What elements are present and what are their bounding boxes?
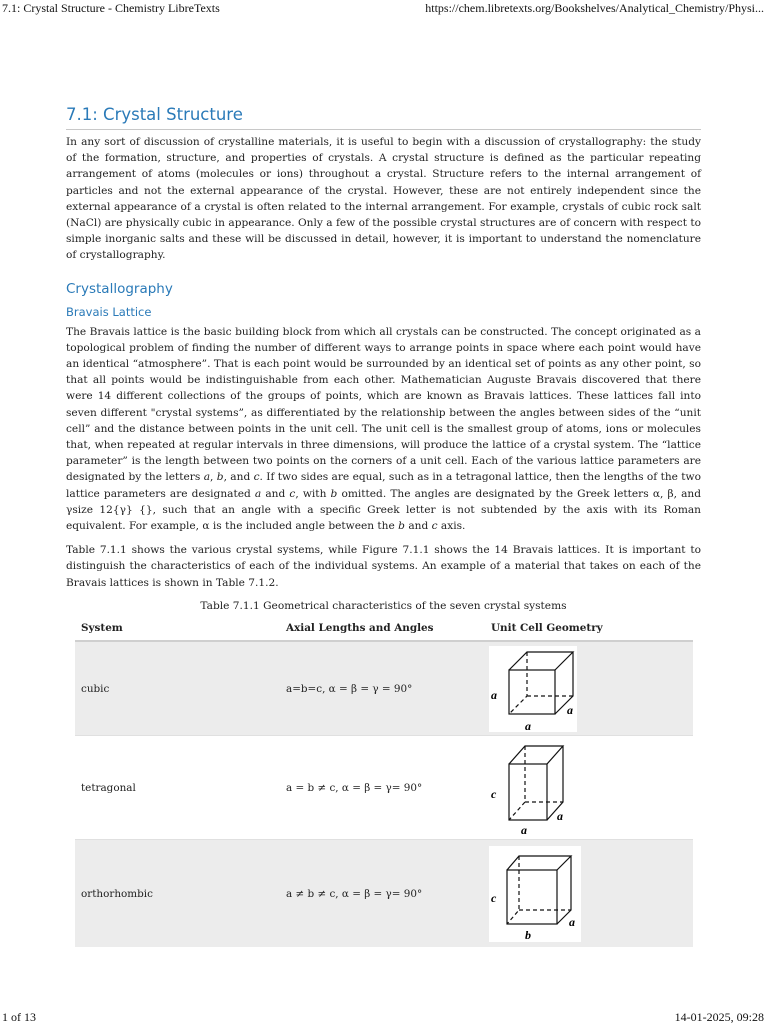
cell-axial: a ≠ b ≠ c, α = β = γ= 90° bbox=[280, 840, 485, 947]
crystal-systems-table bbox=[75, 615, 693, 947]
table-row bbox=[75, 840, 693, 947]
table-reference-paragraph: Table 7.1.1 shows the various crystal systems, while Figure 7.1.1 shows the 14 Bravais lattices. It is important to distinguish the characteristics of each of the individual systems. An example of a material that takes on each of the Bravais lattices is shown in Table 7.1.2. bbox=[66, 544, 701, 589]
bravais-paragraph bbox=[66, 324, 701, 535]
table-row bbox=[75, 736, 693, 840]
geometry-label: c bbox=[491, 786, 497, 801]
section-heading-crystallography: Crystallography bbox=[66, 280, 173, 297]
letter-b-3: b bbox=[398, 520, 405, 533]
bravais-text-4: omitted. The angles are designated by the Greek letters α, β, and γsize 12{γ} {}, such that an angle with a specific Greek letter is not subtended by the axis with its Roman equivalent. For example, α is the included angle between the bbox=[66, 487, 702, 533]
geometry-label: c bbox=[491, 890, 497, 905]
table-row bbox=[75, 641, 693, 736]
header-system: System bbox=[75, 615, 280, 641]
sep-comma: , bbox=[210, 471, 217, 484]
letter-b: b bbox=[216, 471, 224, 484]
cell-axial: a=b=c, α = β = γ = 90° bbox=[280, 641, 485, 736]
article-content bbox=[66, 104, 701, 947]
cell-geometry bbox=[485, 840, 693, 947]
cell-geometry bbox=[485, 641, 693, 736]
geometry-label: a bbox=[521, 822, 527, 836]
cell-system: orthorhombic bbox=[75, 840, 280, 947]
tetragonal-unit-cell-image bbox=[489, 740, 571, 836]
page-count: 1 of 13 bbox=[2, 1010, 36, 1024]
browser-page-title: 7.1: Crystal Structure - Chemistry LibreTexts bbox=[2, 1, 220, 15]
letter-a: a bbox=[203, 471, 211, 484]
geometry-label: b bbox=[525, 927, 531, 942]
geometry-label: a bbox=[569, 914, 575, 929]
mid-and-2: and bbox=[404, 520, 432, 533]
geometry-label: a bbox=[557, 808, 563, 823]
letter-c-3: c bbox=[431, 520, 438, 533]
letter-c: c bbox=[253, 471, 260, 484]
geometry-label: a bbox=[491, 687, 497, 702]
sep-and: , and bbox=[223, 471, 254, 484]
bravais-text-1: The Bravais lattice is the basic building block from which all crystals can be constructed. The concept originated as a topological problem of finding the number of different ways to arrange points in space where each point would have an identical “atmosphere”. That is each point would be surrounded by an identical set of points as any other point, so that all points would be indistinguishable from each other. Mathematician Auguste Bravais discovered that there were 14 different collections of the groups of points, which are known as Bravais lattices. These lattices fall into seven different "crystal systems”, as differentiated by the relationship between the angles between sides of the “unit cell” and the distance between points in the unit cell. The unit cell is the smallest group of atoms, ions or molecules that, when repeated at regular intervals in three dimensions, will produce the lattice of a crystal system. The “lattice parameter” is the length between two points on the corners of a unit cell. Each of the various lattice parameters are designated by the letters bbox=[66, 325, 701, 484]
bravais-text-5: axis. bbox=[437, 520, 466, 533]
table-caption: Table 7.1.1 Geometrical characteristics of the seven crystal systems bbox=[200, 599, 567, 612]
geometry-label: a bbox=[525, 718, 531, 732]
print-datetime: 14-01-2025, 09:28 bbox=[674, 1010, 764, 1024]
intro-paragraph: In any sort of discussion of crystalline materials, it is useful to begin with a discussion of crystallography: the study of the formation, structure, and properties of crystals. A crystal structure is defined as the particular repeating arrangement of atoms (molecules or ions) throughout a crystal. Structure refers to the internal arrangement of particles and not the external appearance of the crystal. However, these are not entirely independent since the external appearance of a crystal is often related to the internal arrangement. For example, crystals of cubic rock salt (NaCl) are physically cubic in appearance. Only a few of the possible crystal structures are of concern with respect to simple inorganic salts and these will be discussed in detail, however, it is important to understand the nomenclature of crystallography. bbox=[66, 136, 701, 262]
letter-a-2: a bbox=[254, 487, 262, 500]
cell-system: tetragonal bbox=[75, 736, 280, 840]
browser-url[interactable]: https://chem.libretexts.org/Bookshelves/Analytical_Chemistry/Physi... bbox=[425, 1, 764, 15]
table-header-row bbox=[75, 615, 693, 641]
header-axial: Axial Lengths and Angles bbox=[280, 615, 485, 641]
cell-geometry bbox=[485, 736, 693, 840]
letter-b-2: b bbox=[330, 487, 338, 500]
cell-axial: a = b ≠ c, α = β = γ= 90° bbox=[280, 736, 485, 840]
cubic-unit-cell-image bbox=[489, 646, 577, 732]
header-geometry: Unit Cell Geometry bbox=[485, 615, 693, 641]
geometry-label: a bbox=[567, 702, 573, 717]
orthorhombic-unit-cell-image bbox=[489, 846, 581, 942]
bravais-text-3: , with bbox=[295, 487, 327, 500]
mid-and: and bbox=[261, 487, 290, 500]
cell-system: cubic bbox=[75, 641, 280, 736]
letter-c-2: c bbox=[289, 487, 296, 500]
subsection-heading-bravais-lattice: Bravais Lattice bbox=[66, 304, 152, 319]
page-title: 7.1: Crystal Structure bbox=[66, 104, 701, 130]
bravais-text-2: . If two sides are equal, such as in a tetragonal lattice, then the lengths of the two lattice parameters are designated bbox=[66, 471, 701, 500]
